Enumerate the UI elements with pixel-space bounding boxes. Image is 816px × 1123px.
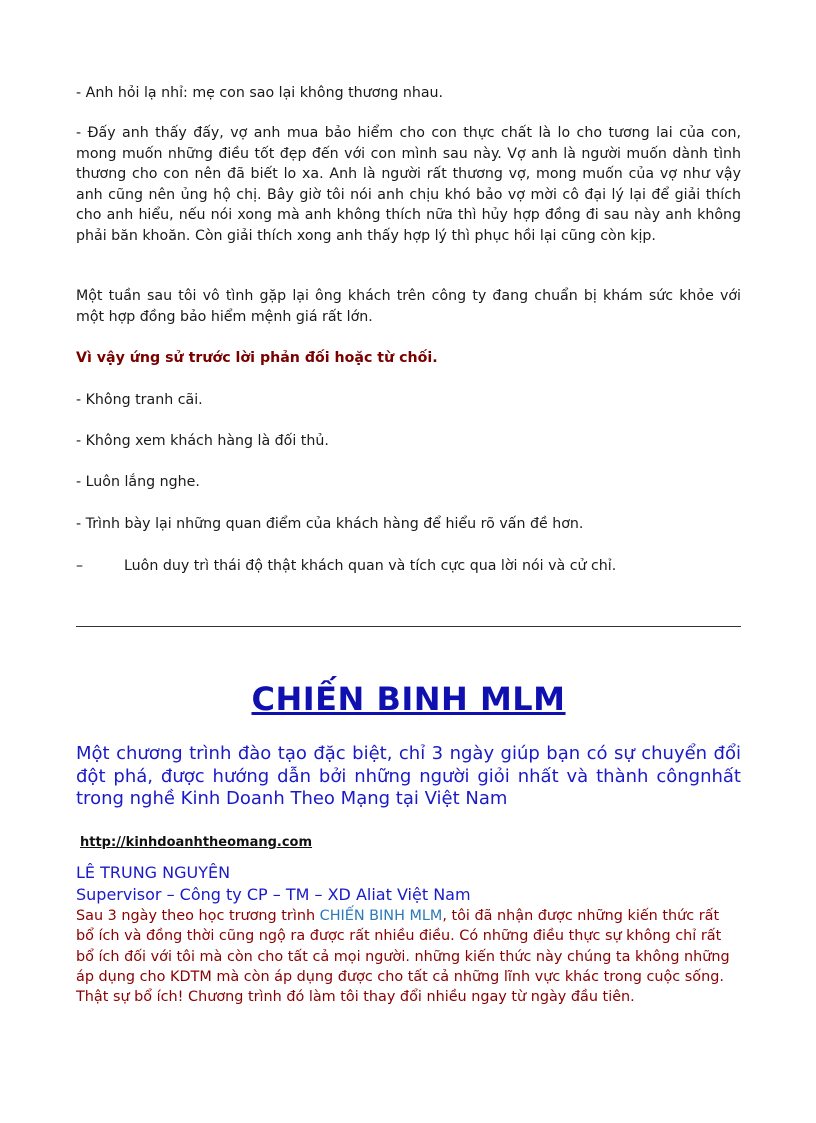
- list-item: - Không xem khách hàng là đối thủ.: [76, 433, 329, 449]
- horizontal-divider: [76, 626, 741, 627]
- testimonial-part: Sau 3 ngày theo học trương trình: [76, 908, 320, 924]
- promo-title: CHIẾN BINH MLM: [251, 680, 566, 718]
- list-item-last: [76, 556, 741, 577]
- dash-bullet: –: [76, 558, 84, 574]
- list-item-text: Luôn duy trì thái độ thật khách quan và tích cực qua lời nói và cử chỉ.: [124, 558, 617, 574]
- list-item: - Trình bày lại những quan điểm của khách hàng để hiểu rõ vấn đề hơn.: [76, 516, 584, 532]
- section-heading: Vì vậy ứng sử trước lời phản đối hoặc từ chối.: [76, 350, 438, 366]
- testimonial-part: , tôi đã nhận được những kiến thức rất bổ ích và đồng thời cũng ngộ ra được rất nhiều điều. Có những điều thực sự không chỉ rất bổ ích đối với tôi mà còn cho tất cả mọi người. những kiến thức này chúng ta không những áp dụng cho KDTM mà còn áp dụng được cho tất cả những lĩnh vực khác trong cuộc sống.: [76, 908, 730, 985]
- testimonial-closing: Thật sự bổ ích! Chương trình đó làm tôi thay đổi nhiều ngay từ ngày đầu tiên.: [76, 989, 635, 1006]
- testimonial-text: [76, 906, 741, 1007]
- author-name: LÊ TRUNG NGUYÊN: [76, 863, 231, 882]
- testimonial-author: [76, 862, 471, 906]
- list-item: - Luôn lắng nghe.: [76, 474, 200, 490]
- paragraph-outcome: Một tuần sau tôi vô tình gặp lại ông khách trên công ty đang chuẩn bị khám sức khỏe với một hợp đồng bảo hiểm mệnh giá rất lớn.: [76, 288, 741, 325]
- author-role: Supervisor – Công ty CP – TM – XD Aliat Việt Nam: [76, 885, 471, 904]
- paragraph-explanation: - Đấy anh thấy đấy, vợ anh mua bảo hiểm cho con thực chất là lo cho tương lai của con, mong muốn những điều tốt đẹp đến với con mình sau này. Vợ anh là người muốn dành tình thương cho con nên đã biết lo xa. Anh là người rất thương vợ, mong muốn của vợ như vậy anh cũng nên ủng hộ chị. Bây giờ tôi nói anh chịu khó bảo vợ mời cô đại lý lại để giải thích cho anh hiểu, nếu nói xong mà anh không thích nữa thì hủy hợp đồng đi sau này anh không phải băn khoăn. Còn giải thích xong anh thấy hợp lý thì phục hồi lại cũng còn kịp.: [76, 125, 741, 244]
- promo-intro: Một chương trình đào tạo đặc biệt, chỉ 3 ngày giúp bạn có sự chuyển đổi đột phá, được hướng dẫn bởi những người giỏi nhất và thành côngnhất trong nghề Kinh Doanh Theo Mạng tại Việt Nam: [76, 743, 741, 809]
- website-link[interactable]: http://kinhdoanhtheomang.com: [80, 835, 313, 850]
- program-name-highlight: CHIẾN BINH MLM: [319, 908, 443, 924]
- paragraph-question: - Anh hỏi lạ nhỉ: mẹ con sao lại không thương nhau.: [76, 85, 444, 101]
- list-item: - Không tranh cãi.: [76, 392, 203, 408]
